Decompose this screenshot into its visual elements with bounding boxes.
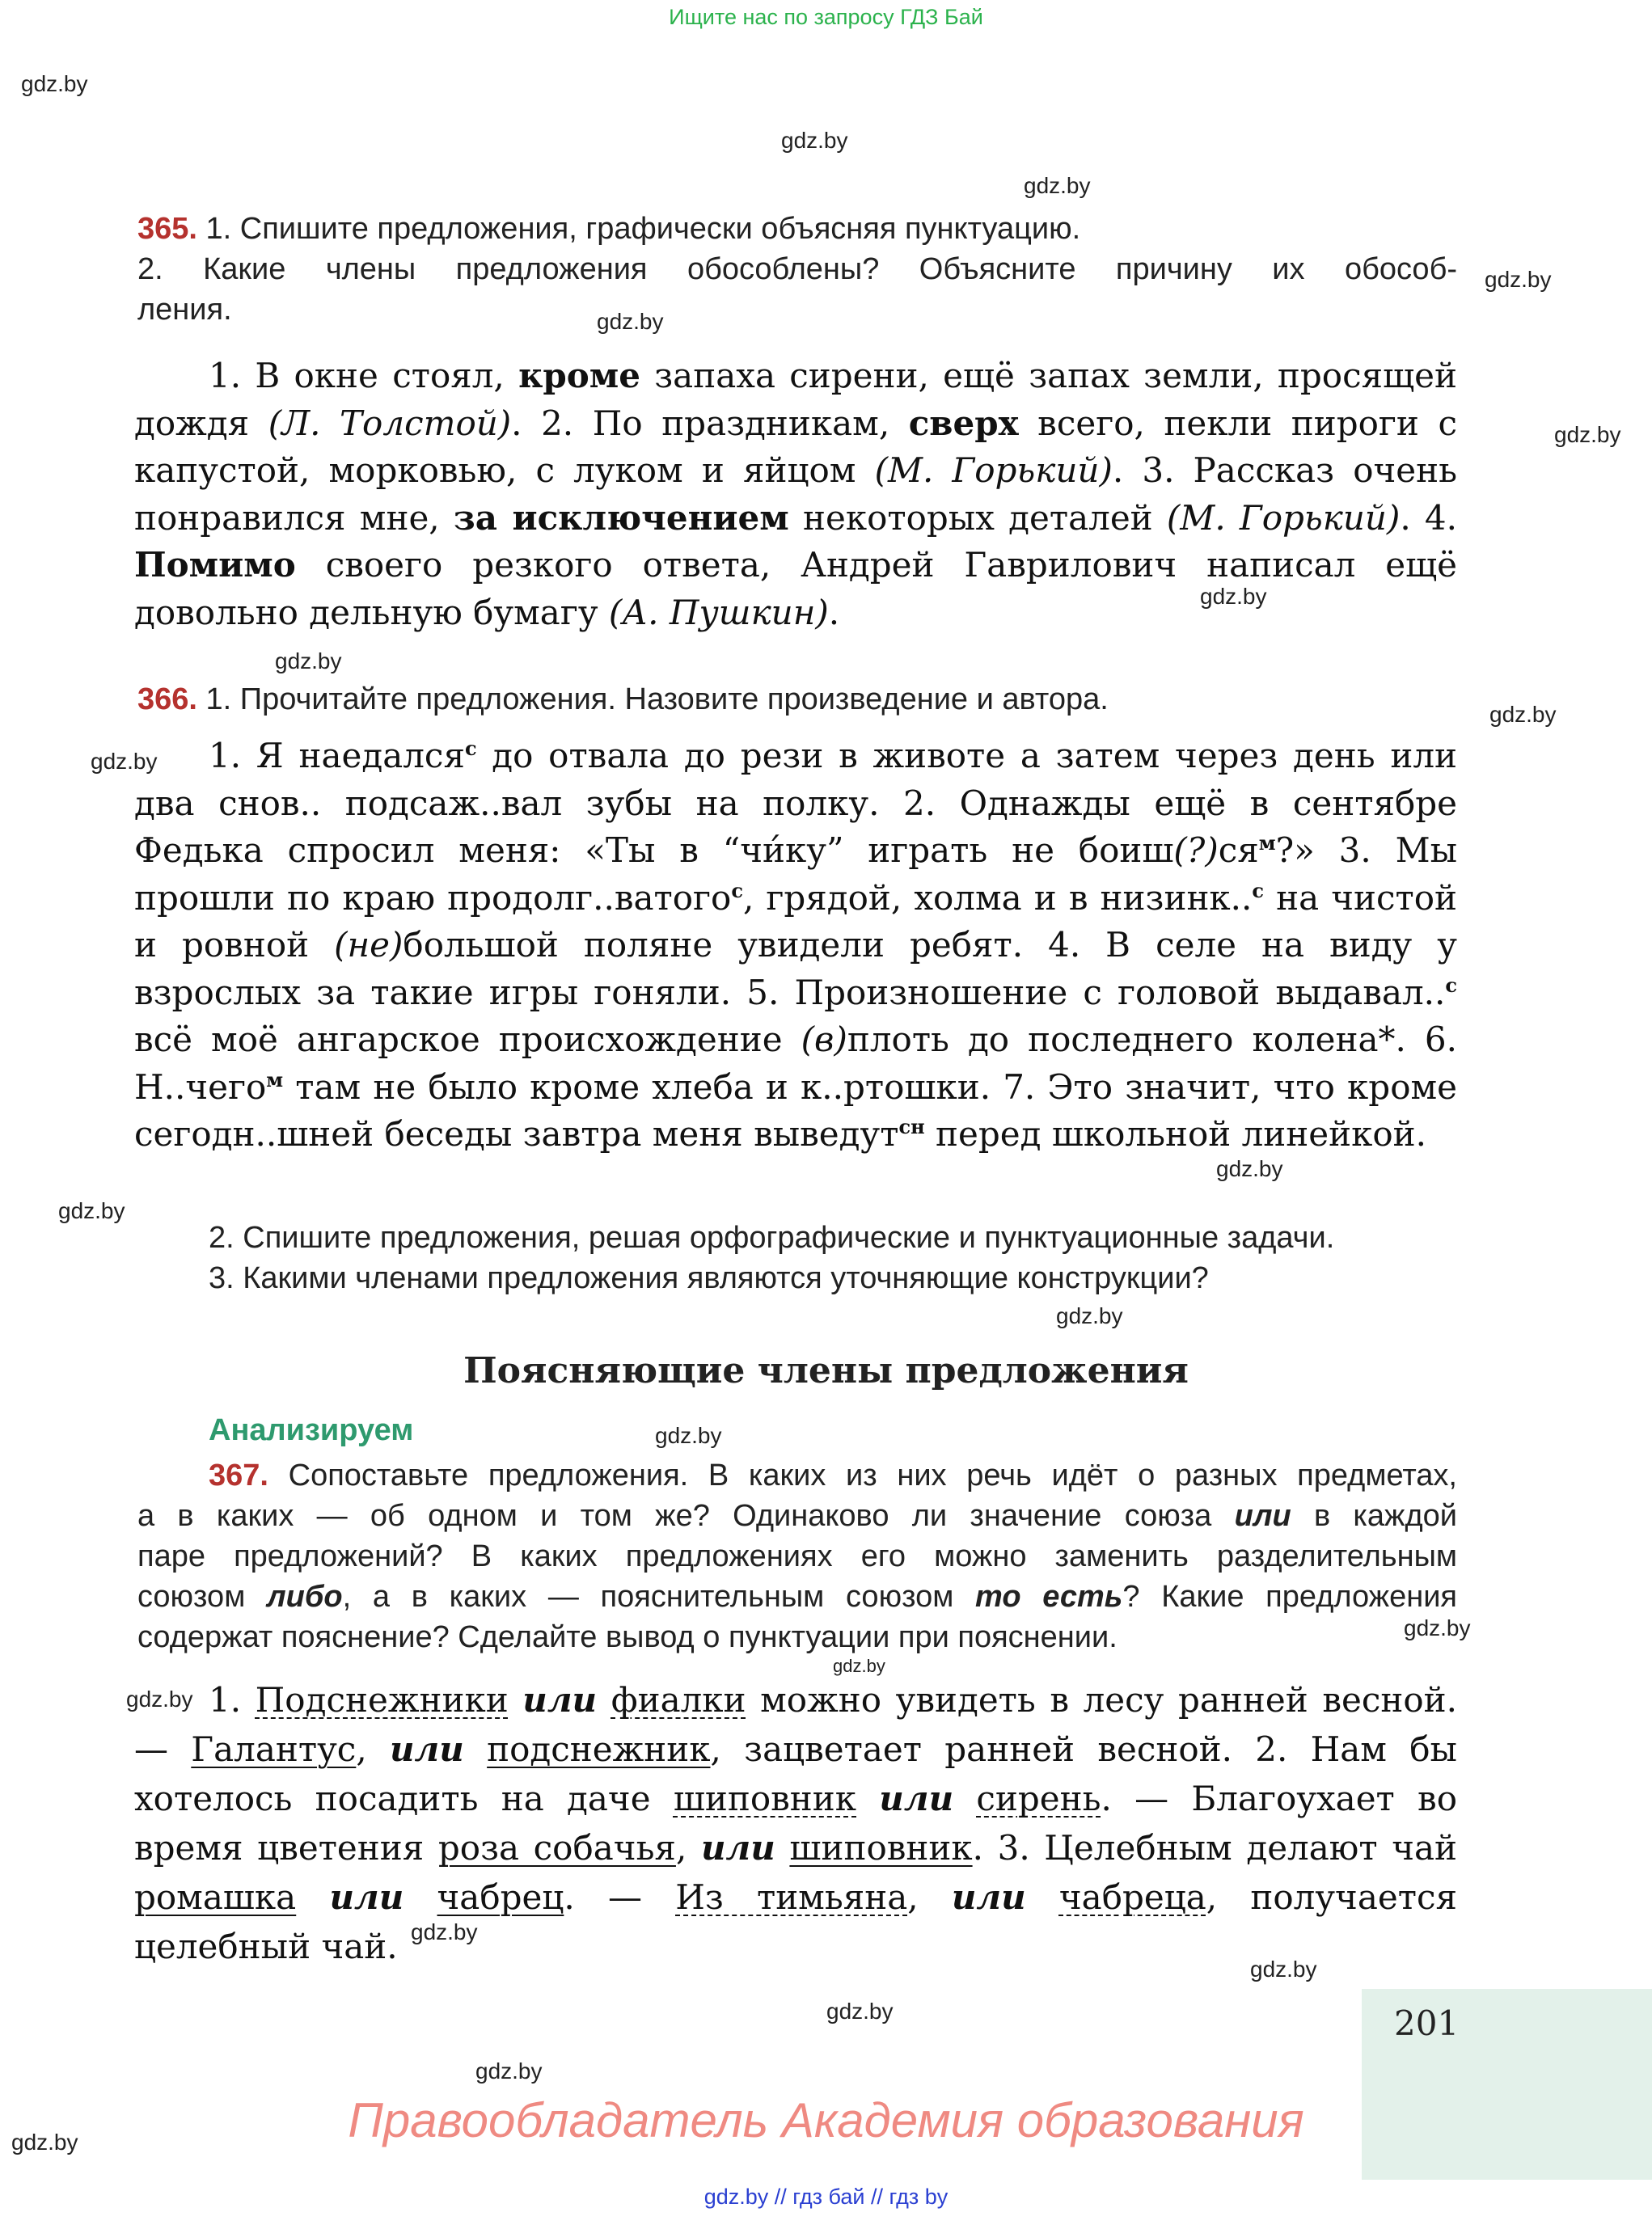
watermark: gdz.by bbox=[91, 749, 158, 774]
exercise-number: 366. bbox=[137, 682, 197, 716]
instruction-text: 3. Какими членами предложения являются уточняющие конструкции? bbox=[209, 1261, 1209, 1295]
watermark: gdz.by bbox=[21, 71, 88, 96]
page-number: 201 bbox=[1394, 2003, 1460, 2043]
watermark: gdz.by bbox=[826, 1999, 894, 2024]
instruction-text: паре предложений? В каких предложениях его можно заменить разделительным bbox=[137, 1539, 1457, 1573]
watermark: gdz.by bbox=[58, 1198, 125, 1223]
exercise-365-instructions bbox=[137, 209, 1457, 330]
watermark: gdz.by bbox=[1216, 1156, 1283, 1181]
exercise-number: 367. bbox=[209, 1459, 268, 1492]
exercise-365-text: 1. В окне стоял, кроме запаха сирени, ещё запах земли, просящей дождя (Л. Толстой). 2. По праздникам, сверх всего, пекли пироги с капустой, морковью, с луком и яйцом (М. Горький). 3. Рассказ очень понравился мне, за исключением некоторых деталей (М. Горький). 4. Помимо своего резкого ответа, Андрей Гаврилович написал ещё довольно дельную бумагу (А. Пушкин). bbox=[134, 356, 1457, 632]
watermark: gdz.by bbox=[1554, 422, 1621, 447]
instruction-text: союзом bbox=[137, 1580, 268, 1614]
exercise-367-instructions bbox=[137, 1455, 1457, 1657]
instruction-text: 1. Прочитайте предложения. Назовите произведение и автора. bbox=[196, 682, 1109, 716]
instruction-text: в каждой bbox=[1291, 1499, 1457, 1533]
watermark: gdz.by bbox=[126, 1687, 193, 1712]
watermark: gdz.by bbox=[833, 1656, 885, 1676]
instruction-text: а в каких — об одном и том же? Одинаково ли значение союза bbox=[137, 1499, 1235, 1533]
instruction-text: ? Какие предложения bbox=[1122, 1580, 1458, 1614]
watermark: gdz.by bbox=[411, 1919, 478, 1944]
watermark: gdz.by bbox=[11, 2130, 78, 2155]
watermark: gdz.by bbox=[781, 128, 848, 153]
rubric-heading: Анализируем bbox=[209, 1413, 414, 1447]
instruction-text: 1. Спишите предложения, графически объясняя пунктуацию. bbox=[196, 212, 1081, 246]
watermark: gdz.by bbox=[1024, 173, 1091, 198]
instruction-text: Сопоставьте предложения. В каких из них речь идёт о разных предметах, bbox=[268, 1459, 1457, 1492]
section-title: Поясняющие члены предложения bbox=[463, 1350, 1189, 1391]
watermark: gdz.by bbox=[275, 648, 342, 673]
watermark: gdz.by bbox=[1056, 1303, 1123, 1328]
instruction-text: , а в каких — пояснительным союзом bbox=[342, 1580, 976, 1614]
instruction-text: 2. Какие члены предложения обособлены? Объясните причину их обособ- bbox=[137, 252, 1457, 286]
instruction-text: содержат пояснение? Сделайте вывод о пунктуации при пояснении. bbox=[137, 1620, 1118, 1654]
emphasis-word: или bbox=[1234, 1499, 1291, 1533]
exercise-366-text: 1. Я наедался$^с$ до отвала до рези в животе а затем через день или два снов.. подсаж..вал зубы на полку. 2. Однажды ещё в сентябре Федька спросил меня: «Ты в “чи́ку” играть не $боиш(?)ся^м$?» 3. Мы прошли по краю продолг..ватого$^с$, грядой, холма и в низинк..$^с$ на чистой и ровной (не)большой поляне увидели ребят. 4. В селе на виду у взрослых за такие игры гоняли. 5. Произношение с головой выдавал..$^с$ всё моё ангарское происхождение (в)плоть до последнего колена*. 6. Н..чего$^м$ там не было кроме хлеба и к..ртошки. 7. Это значит, что кроме сегодн..шней беседы завтра меня выведут$^{сн}$ перед школьной линейкой. bbox=[134, 736, 1458, 1154]
watermark: gdz.by bbox=[655, 1423, 722, 1448]
watermark: gdz.by bbox=[1404, 1615, 1471, 1640]
watermark: gdz.by bbox=[1250, 1957, 1317, 1982]
exercise-367-text: 1. Подснежники или фиалки можно увидеть в лесу ранней весной. — Галантус, или подснежник, зацветает ранней весной. 2. Нам бы хотелось посадить на даче шиповник или сирень. — Благоухает во время цветения роза собачья, или шиповник. 3. Целебным делают чай ромашка или чабрец. — Из тимьяна, или чабреца, получается целебный чай. bbox=[134, 1680, 1458, 1966]
watermark: gdz.by bbox=[597, 309, 664, 334]
exercise-366-questions bbox=[209, 1218, 1457, 1298]
emphasis-word: то есть bbox=[975, 1580, 1123, 1614]
watermark: gdz.by bbox=[1489, 702, 1557, 727]
watermark: gdz.by bbox=[475, 2058, 543, 2084]
exercise-366-instructions bbox=[137, 679, 1457, 720]
emphasis-word: либо bbox=[267, 1580, 343, 1614]
top-banner[interactable]: Ищите нас по запросу ГДЗ Бай bbox=[669, 5, 983, 29]
footer-links[interactable]: gdz.by // гдз бай // гдз by bbox=[703, 2185, 949, 2209]
copyright-notice: Правообладатель Академия образования bbox=[348, 2093, 1304, 2147]
watermark: gdz.by bbox=[1485, 267, 1552, 292]
watermark: gdz.by bbox=[1200, 584, 1267, 609]
exercise-number: 365. bbox=[137, 212, 197, 246]
instruction-text: ления. bbox=[137, 293, 232, 327]
instruction-text: 2. Спишите предложения, решая орфографические и пунктуационные задачи. bbox=[209, 1221, 1335, 1255]
